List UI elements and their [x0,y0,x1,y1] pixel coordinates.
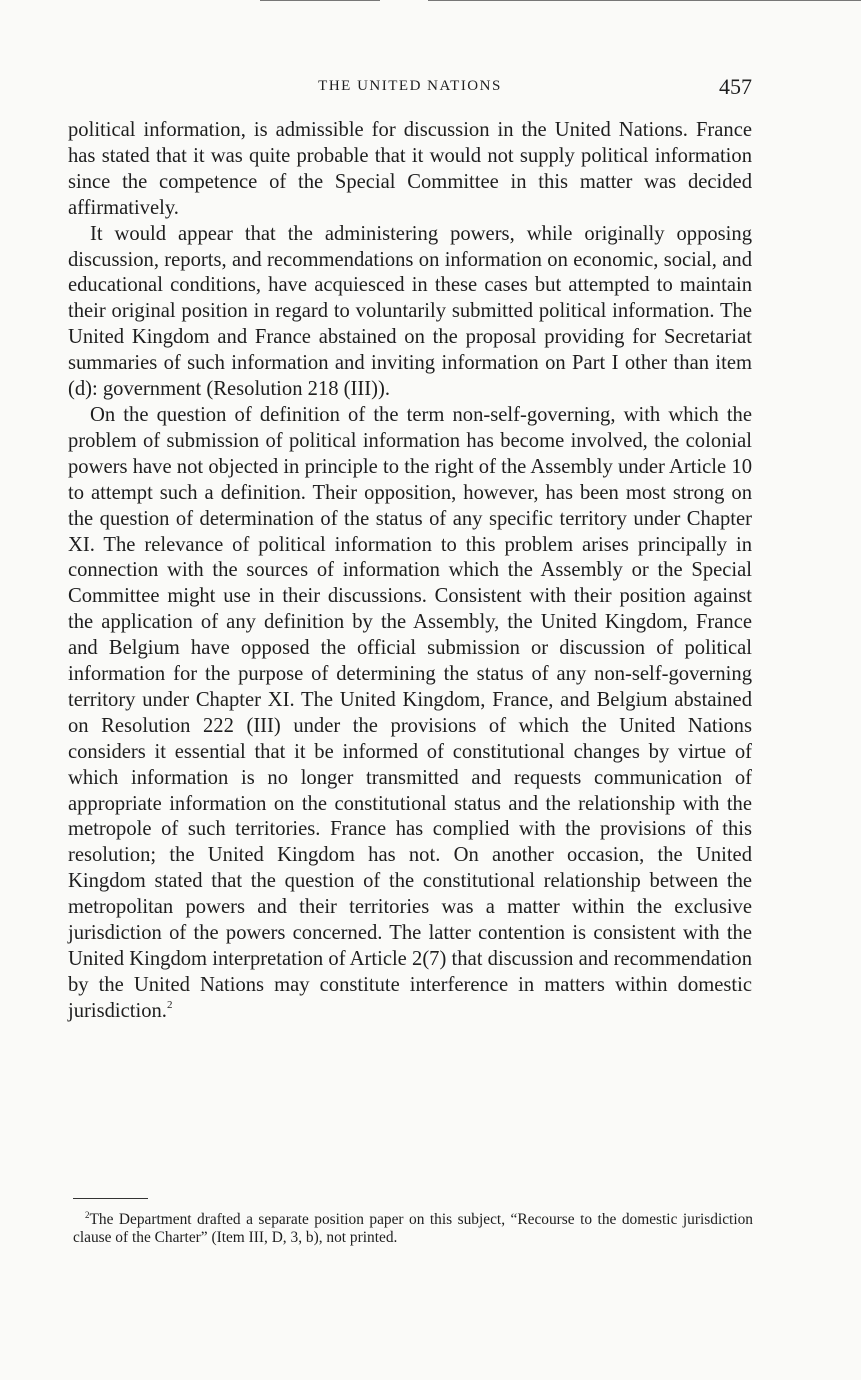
paragraph-3 [68,403,752,1025]
footnote-marker: 2 [85,1210,90,1220]
page-header [68,74,752,100]
top-edge-rule [428,0,861,1]
body-text [68,118,752,1025]
paragraph-2: It would appear that the administering powers, while originally opposing discussion, reports, and recommendations on information on economic, social, and educational conditions, have acquiesced in these cases but attempted to maintain their original position in regard to voluntarily submitted political information. The United Kingdom and France abstained on the proposal providing for Secretariat summaries of such information and inviting information on Part I other than item (d): government (Resolution 218 (III)). [68,222,752,401]
paragraph-1: political information, is admissible for discussion in the United Nations. France has stated that it was quite probable that it would not supply political information since the competence of the Special Committee in this matter was decided affirmatively. [68,119,752,219]
footnote [73,1211,753,1246]
running-head: THE UNITED NATIONS [318,78,502,94]
footnote-divider [73,1198,148,1199]
footnote-text: The Department drafted a separate position paper on this subject, “Recourse to the domestic jurisdiction clause of the Charter” (Item III, D, 3, b), not printed. [73,1211,753,1246]
page-number: 457 [719,74,752,99]
top-edge-rule [260,0,380,1]
paragraph-3-text: On the question of definition of the term non-self-governing, with which the problem of submission of political information has become involved, the colonial powers have not objected in principle to the right of the Assembly under Article 10 to attempt such a definition. Their opposition, however, has been most strong on the question of determination of the status of any specific territory under Chapter XI. The relevance of political information to this problem arises principally in connection with the sources of information which the Assembly or the Special Committee might use in their discussions. Consistent with their position against the application of any definition by the Assembly, the United Kingdom, France and Belgium have opposed the official submission or discussion of political information for the purpose of determining the status of any non-self-governing territory under Chapter XI. The United Kingdom, France, and Belgium abstained on Resolution 222 (III) under the provisions of which the United Nations considers it essential that it be informed of constitutional changes by virtue of which information is no longer transmitted and requests communication of appropriate information on the constitutional status and the relationship with the metropole of such territories. France has complied with the provisions of this resolution; the United Kingdom has not. On another occasion, the United Kingdom stated that the question of the constitutional relationship between the metropolitan powers and their territories was a matter within the exclusive jurisdiction of the powers concerned. The latter contention is consistent with the United Kingdom interpretation of Article 2(7) that discussion and recommendation by the United Nations may constitute interference in matters within domestic jurisdiction. [68,403,752,1022]
footnote-reference: 2 [166,998,173,1011]
